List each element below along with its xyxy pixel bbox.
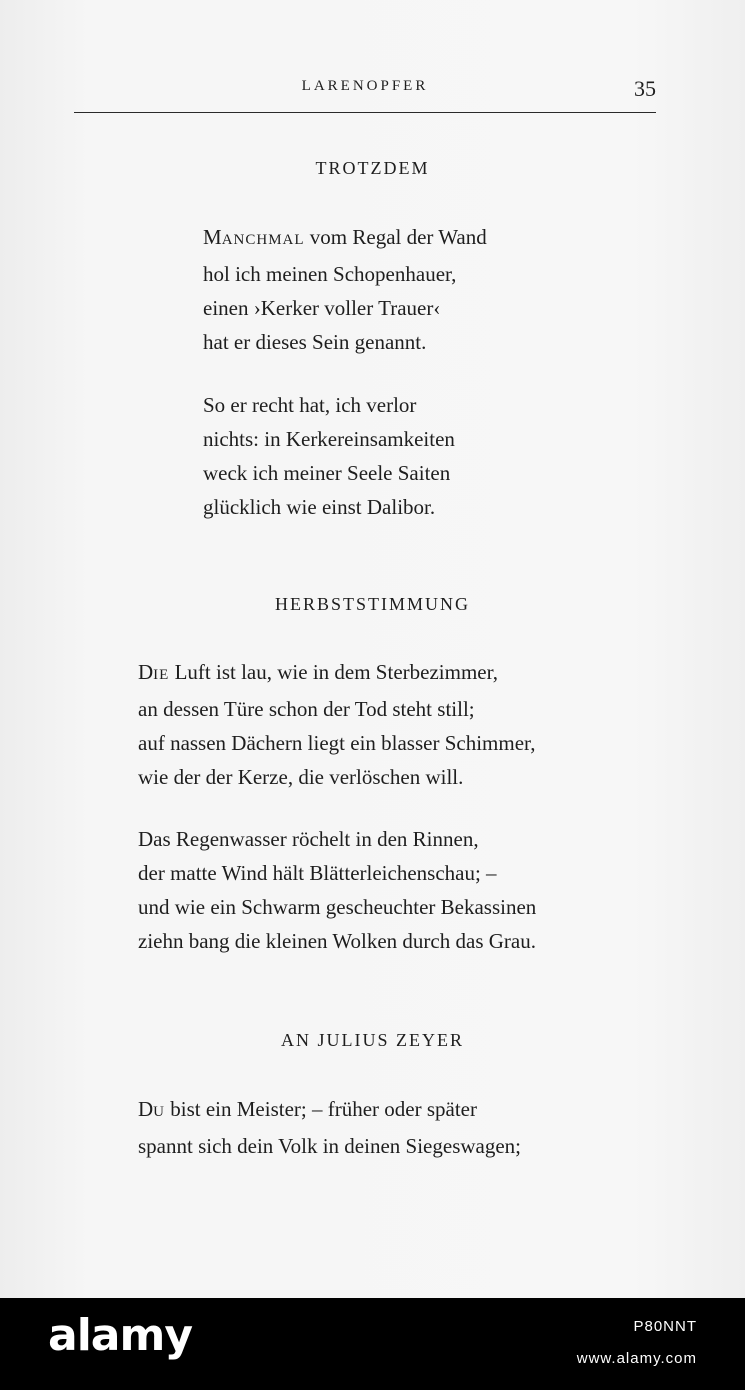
poem-stanza [138, 655, 535, 794]
page-number: 35 [634, 76, 656, 101]
site-url: www.alamy.com [576, 1350, 697, 1367]
poem-line: auf nassen Dächern liegt ein blasser Schimmer, [138, 731, 536, 755]
poem-stanza [203, 388, 455, 524]
poem-line: nichts: in Kerkereinsamkeiten [203, 427, 455, 451]
watermark-bar [0, 1298, 745, 1390]
small-caps-initial: M [203, 225, 222, 249]
poem-title-herbststimmung: HERBSTSTIMMUNG [274, 594, 471, 614]
line-text: vom Regal der Wand [304, 225, 487, 249]
small-caps-initial: D [138, 660, 154, 684]
small-caps-rest: U [153, 1104, 166, 1120]
small-caps-rest: ANCHMAL [221, 232, 305, 248]
poem-line: an dessen Türe schon der Tod steht still; [138, 697, 475, 721]
poem-line: hol ich meinen Schopenhauer, [203, 262, 457, 286]
poem-line: und wie ein Schwarm gescheuchter Bekassinen [138, 895, 537, 919]
poem-line: spannt sich dein Volk in deinen Siegeswagen; [138, 1134, 522, 1158]
poem-line: glücklich wie einst Dalibor. [203, 495, 436, 519]
page-header [74, 76, 656, 113]
poem-title-trotzdem: TROTZDEM [315, 158, 430, 178]
image-id: P80NNT [633, 1318, 697, 1335]
poem-title-an-julius-zeyer: AN JULIUS ZEYER [281, 1030, 464, 1050]
alamy-logo: alamy [48, 1310, 192, 1361]
poem-stanza [203, 220, 487, 359]
poem-line: ziehn bang die kleinen Wolken durch das Grau. [138, 929, 536, 953]
line-text: Luft ist lau, wie in dem Sterbezimmer, [169, 660, 499, 684]
poem-stanza [138, 822, 536, 958]
poem-line [138, 1092, 521, 1129]
small-caps-rest: IE [153, 667, 170, 683]
poem-line [138, 655, 535, 692]
poem-stanza [138, 1092, 521, 1163]
poem-line: Das Regenwasser röchelt in den Rinnen, [138, 827, 479, 851]
poem-line: der matte Wind hält Blätterleichenschau; – [138, 861, 497, 885]
poem-line: hat er dieses Sein genannt. [203, 330, 427, 354]
poem-line: einen ›Kerker voller Trauer‹ [203, 296, 441, 320]
poem-line: weck ich meiner Seele Saiten [203, 461, 451, 485]
poem-line: So er recht hat, ich verlor [203, 393, 417, 417]
small-caps-initial: D [138, 1097, 154, 1121]
line-text: bist ein Meister; – früher oder später [165, 1097, 478, 1121]
poem-line: wie der der Kerze, die verlöschen will. [138, 765, 464, 789]
poem-line [203, 220, 487, 257]
running-title: LARENOPFER [301, 78, 429, 94]
